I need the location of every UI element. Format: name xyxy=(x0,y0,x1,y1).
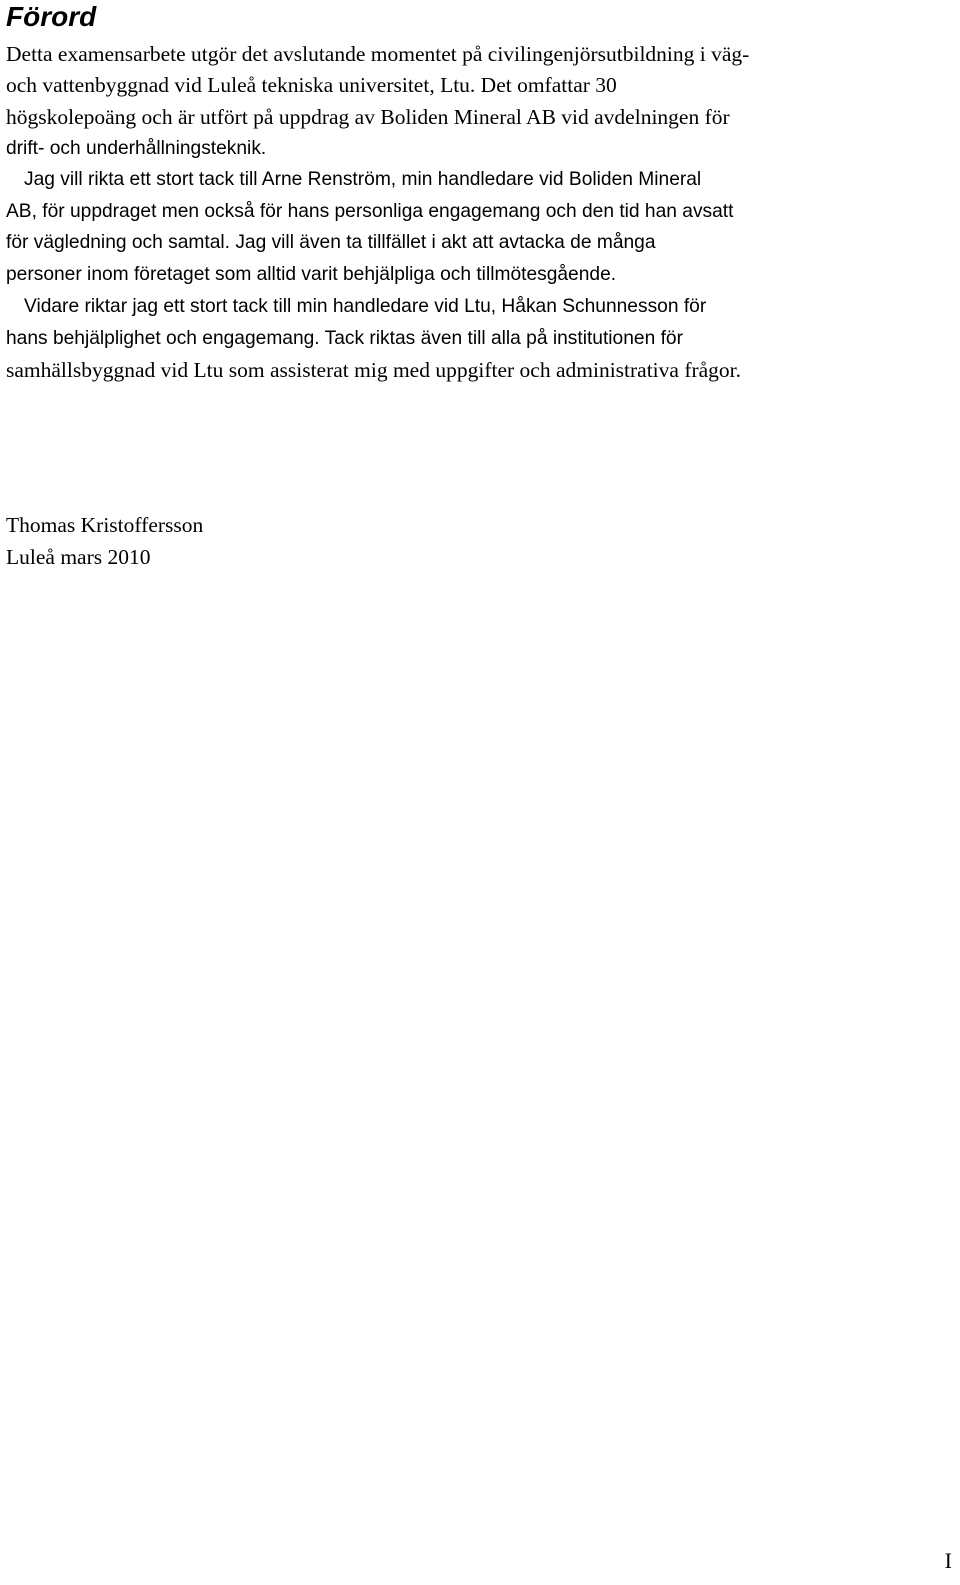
signature-name: Thomas Kristoffersson xyxy=(6,513,204,537)
paragraph-line: AB, för uppdraget men också för hans personliga engagemang och den tid han avsatt xyxy=(6,201,734,222)
paragraph-line: personer inom företaget som alltid varit behjälpliga och tillmötesgående. xyxy=(6,264,617,285)
paragraph-line: högskolepoäng och är utfört på uppdrag av Boliden Mineral AB vid avdelningen för xyxy=(6,105,730,129)
paragraph-line: drift- och underhållningsteknik. xyxy=(6,138,267,159)
page-title: Förord xyxy=(6,1,97,32)
page-number: I xyxy=(944,1548,952,1573)
paragraph-line: och vattenbyggnad vid Luleå tekniska universitet, Ltu. Det omfattar 30 xyxy=(6,73,617,97)
paragraph-line: hans behjälplighet och engagemang. Tack riktas även till alla på institutionen för xyxy=(6,328,683,349)
paragraph-line: Vidare riktar jag ett stort tack till min handledare vid Ltu, Håkan Schunnesson för xyxy=(24,296,707,317)
signature-place-date: Luleå mars 2010 xyxy=(6,545,151,569)
paragraph-line: för vägledning och samtal. Jag vill även ta tillfället i akt att avtacka de många xyxy=(6,232,656,253)
paragraph-line: Detta examensarbete utgör det avslutande momentet på civilingenjörsutbildning i väg- xyxy=(6,42,750,66)
paragraph-line: samhällsbyggnad vid Ltu som assisterat mig med uppgifter och administrativa frågor. xyxy=(6,358,742,382)
paragraph-line: Jag vill rikta ett stort tack till Arne Renström, min handledare vid Boliden Mineral xyxy=(24,169,702,190)
